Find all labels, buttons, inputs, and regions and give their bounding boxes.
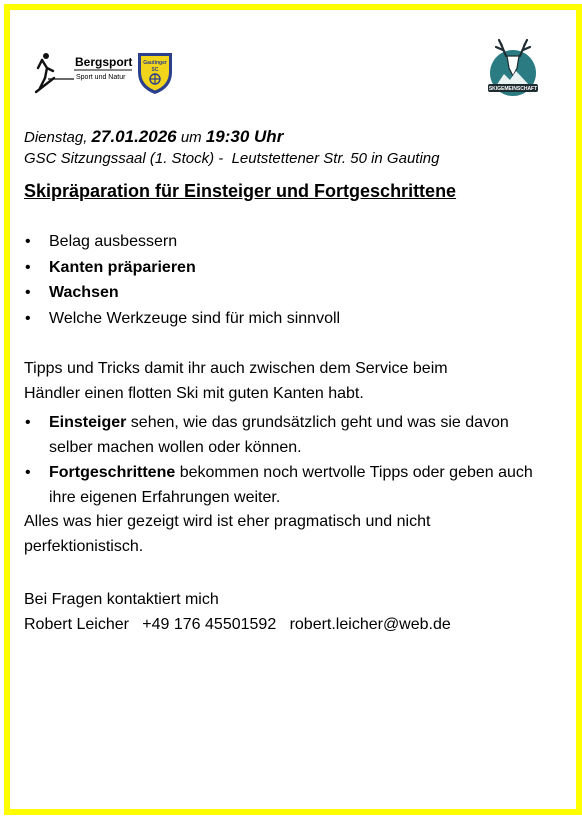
- audience-text: bekommen noch wertvolle Tipps oder geben auch ihre eigenen Erfahrungen weiter.: [49, 464, 533, 506]
- audience-list: [24, 410, 554, 510]
- bullet-icon: •: [25, 414, 31, 431]
- club-shield-icon: [138, 53, 172, 94]
- page-title: Skipräparation für Einsteiger und Fortgeschrittene: [24, 181, 457, 201]
- contact-intro: Bei Fragen kontaktiert mich: [24, 591, 219, 608]
- topic-text: Welche Werkzeuge sind für mich sinnvoll: [49, 309, 341, 327]
- contact-block: [24, 587, 554, 637]
- climber-icon: [36, 53, 54, 92]
- contact-phone[interactable]: +49 176 45501592: [142, 616, 277, 633]
- intro-paragraph: Tipps und Tricks damit ihr auch zwischen dem Service beim Händler einen flotten Ski mit guten Kanten habt.: [24, 360, 448, 402]
- bullet-icon: •: [25, 309, 31, 327]
- list-item: [24, 410, 554, 460]
- club-badge-line1: Gautinger: [143, 60, 167, 66]
- audience-term: Einsteiger: [49, 414, 127, 431]
- audience-term: Fortgeschrittene: [49, 464, 176, 481]
- bergsport-subtitle: Sport und Natur: [76, 74, 126, 81]
- event-venue: GSC Sitzungssaal (1. Stock) - Leutstettener Str. 50 in Gauting: [24, 150, 440, 167]
- event-weekday: Dienstag,: [24, 129, 88, 146]
- list-item: [24, 231, 554, 257]
- event-time-word: um: [180, 129, 202, 146]
- bullet-icon: •: [25, 284, 31, 301]
- club-badge-line2: SC: [151, 67, 159, 73]
- bullet-icon: •: [25, 233, 31, 250]
- topic-text: Kanten präparieren: [49, 258, 196, 276]
- bergsport-title: Bergsport: [75, 55, 133, 69]
- contact-name: Robert Leicher: [24, 616, 129, 633]
- event-time: 19:30 Uhr: [205, 127, 284, 146]
- event-datetime: [24, 127, 554, 147]
- contact-details: [24, 612, 554, 637]
- bullet-icon: •: [25, 258, 31, 276]
- contact-email[interactable]: robert.leicher@web.de: [289, 616, 451, 633]
- bergsport-logo: [28, 44, 178, 96]
- topic-text: Belag ausbessern: [49, 233, 178, 250]
- audience-text: sehen, wie das grundsätzlich geht und was sie davon selber machen wollen oder können.: [49, 414, 509, 456]
- list-item: [24, 460, 554, 510]
- list-item: [24, 282, 554, 308]
- closing-paragraph: Alles was hier gezeigt wird ist eher pragmatisch und nicht perfektionistisch.: [24, 513, 431, 555]
- event-date: 27.01.2026: [91, 127, 177, 146]
- bullet-icon: •: [25, 464, 31, 481]
- skigemeinschaft-logo: [482, 38, 544, 100]
- list-item: [24, 257, 554, 283]
- list-item: [24, 308, 554, 334]
- ski-badge-text: SKIGEMEINSCHAFT: [488, 86, 538, 92]
- topic-list: [24, 231, 554, 333]
- topic-text: Wachsen: [49, 284, 119, 301]
